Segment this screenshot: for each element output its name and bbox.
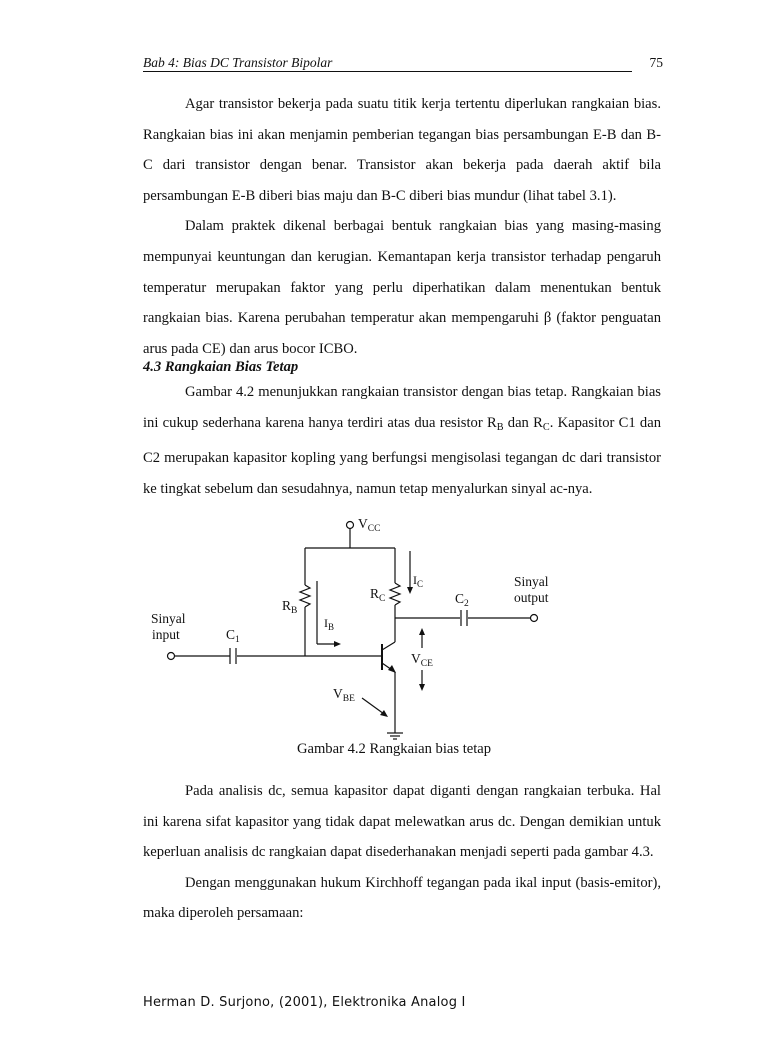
c1-label: $C_1$: [226, 627, 240, 645]
section-4-3: [143, 357, 661, 504]
chapter-title: Bab 4: Bias DC Transistor Bipolar: [143, 55, 333, 70]
rc-resistor: [390, 583, 400, 605]
p3-part-a: Gambar 4.2 menunjukkan rangkaian transistor dengan bias tetap. Rangkaian bias ini cukup sederhana karena hanya terdiri atas dua resistor R: [143, 384, 661, 431]
ic-arrow: [407, 587, 413, 594]
vce-arrow-up: [419, 628, 425, 635]
paragraph-4: Pada analisis dc, semua kapasitor dapat diganti dengan rangkaian terbuka. Hal ini karena sifat kapasitor yang tidak dapat melewatkan arus dc. Dengan demikian untuk keperluan analisis dc rangkaian dapat disederhanakan menjadi seperti pada gambar 4.3.: [143, 783, 661, 861]
rc-label: $R_C$: [370, 586, 386, 604]
paragraph-2: Dalam praktek dikenal berbagai bentuk rangkaian bias yang masing-masing mempunyai keuntungan dan kerugian. Kemantapan kerja transistor terhadap pengaruh temperatur merupakan faktor yang perlu diperhatikan dalam menentukan bentuk rangkaian bias. Karena perubahan temperatur akan mempengaruhi β (faktor penguatan arus pada CE) dan arus bocor ICBO.: [143, 218, 661, 357]
output-terminal: [531, 615, 538, 622]
p3-rb-sub: B: [496, 421, 504, 433]
input-terminal: [168, 653, 175, 660]
paragraph-5: Dengan menggunakan hukum Kirchhoff tegangan pada ikal input (basis-emitor), maka diperoleh persamaan:: [143, 874, 661, 922]
vcc-label: $V_{CC}$: [358, 516, 381, 534]
header-rule: [143, 71, 632, 72]
vbe-arrow: [380, 710, 388, 717]
vbe-label: $V_{BE}$: [333, 686, 355, 704]
circuit-diagram: [130, 508, 580, 748]
analysis-text: [143, 776, 661, 929]
ib-label: $I_B$: [324, 616, 335, 632]
figure-caption: Gambar 4.2 Rangkaian bias tetap: [296, 741, 492, 757]
page-number: 75: [649, 55, 663, 70]
paragraph-1: Agar transistor bekerja pada suatu titik kerja tertentu diperlukan rangkaian bias. Rangkaian bias ini akan menjamin pemberian tegangan bias persambungan E-B dan B-C dari transistor dengan benar. Transistor akan bekerja pada daerah aktif bila persambungan E-B diberi bias maju dan B-C diberi bias mundur (lihat tabel 3.1).: [143, 96, 661, 204]
rb-resistor: [300, 585, 310, 607]
ib-arrow: [334, 641, 341, 647]
input-label-line2: input: [152, 627, 180, 642]
page-header: [143, 55, 663, 73]
section-heading: 4.3 Rangkaian Bias Tetap: [143, 359, 299, 375]
vce-label: $V_{CE}$: [411, 651, 433, 669]
emitter-arrow: [388, 665, 396, 673]
ic-label: $I_C$: [413, 573, 424, 589]
p3-part-b: dan R: [503, 414, 543, 431]
intro-text: [143, 89, 661, 364]
page-footer: Herman D. Surjono, (2001), Elektronika Analog I: [143, 995, 466, 1010]
p3-part-c: . Kapasitor C1 dan C2 merupakan kapasitor kopling yang berfungsi mengisolasi tegangan dc dari transistor ke tingkat sebelum dan sesudahnya, namun tetap menyalurkan sinyal ac-nya.: [143, 414, 661, 497]
rb-label: $R_B$: [282, 598, 298, 616]
circuit-figure: [130, 508, 580, 748]
paragraph-3: [143, 377, 661, 504]
vce-arrow-down: [419, 684, 425, 691]
output-label-line2: output: [514, 590, 549, 605]
c2-label: $C_2$: [455, 591, 469, 609]
vcc-terminal: [347, 522, 354, 529]
input-label-line1: Sinyal: [151, 611, 186, 626]
output-label-line1: Sinyal: [514, 574, 549, 589]
transistor-collector: [382, 642, 395, 650]
p3-rc-sub: C: [542, 421, 550, 433]
